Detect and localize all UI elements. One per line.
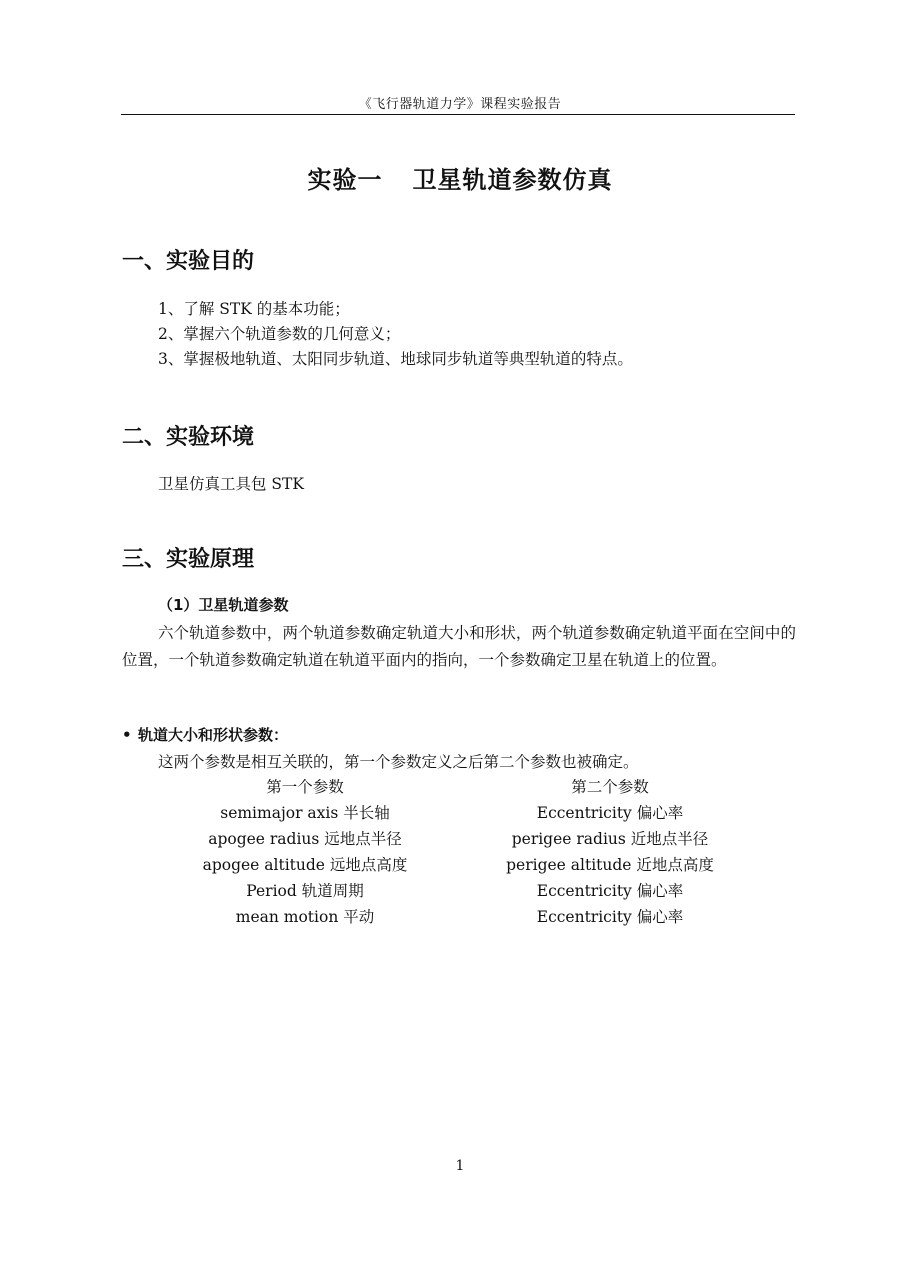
objective-item: 3、掌握极地轨道、太阳同步轨道、地球同步轨道等典型轨道的特点。	[158, 350, 633, 368]
title-experiment-name: 卫星轨道参数仿真	[412, 166, 613, 194]
table-cell-second: Eccentricity 偏心率	[536, 804, 684, 822]
section-heading-environment: 二、实验环境	[122, 425, 255, 450]
table-cell-second: perigee altitude 近地点高度	[506, 856, 714, 874]
table-cell-first: apogee radius 远地点半径	[208, 830, 402, 848]
table-row	[150, 826, 770, 852]
bullet-heading	[122, 724, 288, 745]
table-cell-first: semimajor axis 半长轴	[220, 804, 390, 822]
environment-text: 卫星仿真工具包 STK	[158, 475, 304, 493]
table-cell-first: apogee altitude 远地点高度	[202, 856, 408, 874]
bullet-intro-text: 这两个参数是相互关联的，第一个参数定义之后第二个参数也被确定。	[158, 753, 639, 771]
title-experiment-number: 实验一	[307, 166, 383, 194]
table-cell-first: mean motion 平动	[235, 908, 375, 926]
table-row	[150, 852, 770, 878]
table-cell-second: Eccentricity 偏心率	[536, 882, 684, 900]
table-header-second: 第二个参数	[571, 778, 649, 796]
subsection-heading: （1）卫星轨道参数	[158, 596, 289, 614]
table-header-row	[150, 774, 770, 800]
parameter-table	[150, 774, 770, 930]
page-title	[0, 160, 920, 195]
objective-item: 2、掌握六个轨道参数的几何意义；	[158, 325, 401, 343]
principle-paragraph: 六个轨道参数中，两个轨道参数确定轨道大小和形状，两个轨道参数确定轨道平面在空间中的位置，一个轨道参数确定轨道在轨道平面内的指向，一个参数确定卫星在轨道上的位置。	[122, 624, 796, 669]
section-heading-principle: 三、实验原理	[122, 547, 255, 572]
header-divider	[121, 114, 795, 115]
table-row	[150, 800, 770, 826]
page-number: 1	[455, 1158, 465, 1174]
bullet-dot: •	[122, 726, 132, 744]
table-cell-second: perigee radius 近地点半径	[511, 830, 709, 848]
page-header: 《飞行器轨道力学》课程实验报告	[358, 97, 562, 112]
table-cell-second: Eccentricity 偏心率	[536, 908, 684, 926]
table-row	[150, 904, 770, 930]
table-row	[150, 878, 770, 904]
section-heading-objectives: 一、实验目的	[122, 249, 255, 274]
table-header-first: 第一个参数	[266, 778, 344, 796]
table-cell-first: Period 轨道周期	[246, 882, 364, 900]
objective-item: 1、了解 STK 的基本功能；	[158, 300, 350, 318]
bullet-heading-text: 轨道大小和形状参数：	[138, 726, 289, 744]
